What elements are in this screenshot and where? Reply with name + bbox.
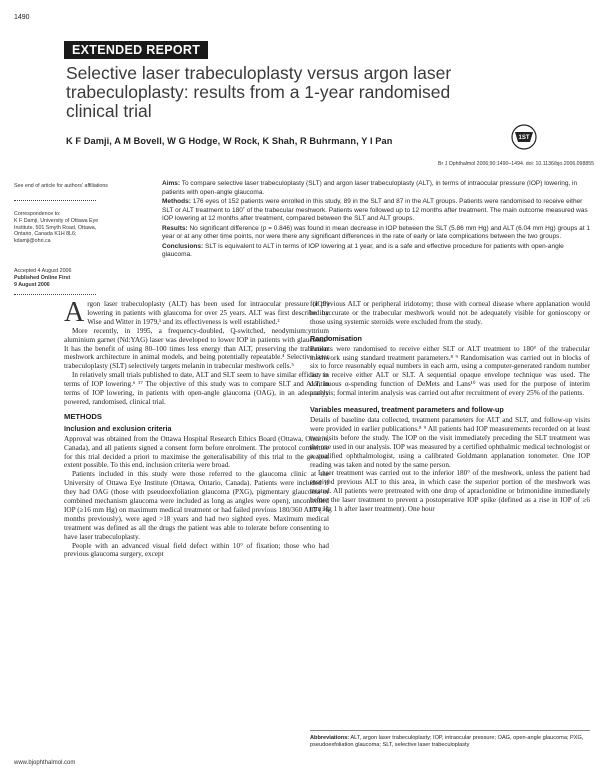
- section-banner: EXTENDED REPORT: [64, 41, 208, 59]
- svg-text:1ST: 1ST: [518, 135, 530, 141]
- variables-paragraph: Details of baseline data collected, treatment parameters for ALT and SLT, and follow-up visits were provided in earlier publications.⁸ ⁹ All patients had IOP measurements recorded on at least two visits before the study. The IOP on the visit immediately preceding the SLT treatment was the one used in our analysis. IOP was measured by a certified ophthalmic medical technologist or a qualified ophthalmologist, using a calibrated Goldmann applanation tonometer. One IOP reading was taken and noted by the same person.: [310, 415, 590, 469]
- variables-paragraph: Laser treatment was carried out to the inferior 180° of the meshwork, unless the patient had received previous ALT to this area, in which case the superior portion of the meshwork was treated. All patients were pretreated with one drop of apraclonidine or brimonidine immediately before the laser treatment to prevent a postoperative IOP spike (defined as a rise in IOP of ≥6 mm Hg 1 h after laser treatment). One hour: [310, 469, 590, 514]
- continued-paragraph: for previous ALT or peripheral iridotomy; those with corneal disease where applanation would be inaccurate or the trabecular meshwork would not be adequately visible for gonioscopy or those using systemic steroids were excluded from the study.: [310, 300, 590, 326]
- abstract-methods: 176 eyes of 152 patients were enrolled in this study, 89 in the SLT and 87 in the ALT groups. Patients were randomised to receive either SLT or ALT treatment to 180˚ of the trabecular meshwork. Patients were followed up to 12 months after treatment. The main outcome measured was IOP lowering at 12 months after treatment, compared between the SLT and ALT groups.: [162, 198, 588, 222]
- abbreviations-label: Abbreviations:: [310, 735, 350, 741]
- correspondence-address: K F Damji, University of Ottawa Eye Institute, 501 Smyth Road, Ottawa, Ontario, Canada K1H 8L6; kdamji@ohri.ca: [14, 218, 99, 245]
- body-left-column: [64, 297, 329, 559]
- sidebar-divider: [14, 294, 96, 295]
- methods-paragraph: Patients included in this study were those referred to the glaucoma clinic at the University of Ottawa Eye Institute (Ottawa, Ontario, Canada). Patients were included if they had OAG (those with pseudoexfoliation glaucoma (PXG), pigmentary glaucoma or combined mechanism glaucoma were included as long as angles were open), uncontrolled IOP (≥16 mm Hg) on maximum medical treatment or had failed previous 180/360 ALT (>6 months previously), were aged >18 years and had two sighted eyes. Maximum medical treatment was defined as all the drugs the patient was able to tolerate before consenting to have laser trabeculoplasty.: [64, 470, 329, 541]
- article-title: Selective laser trabeculoplasty versus argon laser trabeculoplasty: results from a 1-year randomised clinical trial: [66, 63, 452, 121]
- first-online-logo: [511, 124, 537, 150]
- accepted-date: Accepted 4 August 2006: [14, 268, 72, 274]
- abstract-results: No significant difference (p = 0.846) was found in mean decrease in IOP between the SLT (5.86 mm Hg) and ALT (6.04 mm Hg) groups at 1 year or at any other time points, nor were there any significant differences in the rate of early or late complications between the two groups.: [162, 224, 590, 240]
- abstract-methods-label: Methods:: [162, 198, 191, 205]
- footer-url[interactable]: www.bjophthalmol.com: [14, 760, 76, 766]
- intro-paragraph: rgon laser trabeculoplasty (ALT) has been used for intraocular pressure (IOP) lowering in patients with glaucoma for over 25 years. ALT was first described by Wise and Witter in 1979,¹ and its effectiveness is well established.²: [87, 300, 329, 326]
- published-online-label: Published Online First: [14, 275, 71, 281]
- randomisation-heading: Randomisation: [310, 333, 362, 343]
- methods-paragraph: People with an advanced visual field defect within 10° of fixation; those who had previous glaucoma surgery, except: [64, 541, 329, 559]
- abstract: [162, 180, 592, 261]
- correspondence-label: Correspondence to:: [14, 211, 61, 217]
- abstract-aims: To compare selective laser trabeculoplasty (SLT) and argon laser trabeculoplasty (ALT), in terms of intraocular pressure (IOP) lowering, in patients with open-angle glaucoma.: [162, 180, 578, 196]
- page-number: 1490: [14, 14, 30, 21]
- inclusion-heading: Inclusion and exclusion criteria: [64, 423, 172, 433]
- intro-paragraph: More recently, in 1995, a frequency-doubled, Q-switched, neodymium:yttrium aluminium garnet (Nd:YAG) laser was developed to lower IOP in patients with glaucoma.³ It has the benefit of using 80–100 times less energy than ALT, preserving the trabecular meshwork architecture in animal models, and being potentially repeatable.⁴ Selective laser trabeculoplasty (SLT) selectively targets melanin in trabecular meshwork cells.⁵: [64, 326, 329, 371]
- abstract-conclusions-label: Conclusions:: [162, 242, 204, 250]
- abbreviations-box: [310, 730, 590, 749]
- published-online-date: 9 August 2006: [14, 282, 50, 288]
- variables-heading: Variables measured, treatment parameters and follow-up: [310, 405, 504, 415]
- drop-cap: A: [64, 297, 85, 328]
- methods-heading: METHODS: [64, 411, 102, 421]
- methods-paragraph: Approval was obtained from the Ottawa Hospital Research Ethics Board (Ottawa, Ontario, Canada), and all patients signed a consent form before enrolment. The protocol committee for this trial decided a priori to maximise the generalisability of this trial to the greatest extent possible. To this end, inclusion criteria were broad.: [64, 434, 329, 470]
- affiliations-note: See end of article for authors' affiliations: [14, 183, 108, 189]
- journal-citation: Br J Ophthalmol 2006;90:1490–1494. doi: 10.1136/bjo.2006.098855: [438, 161, 594, 167]
- abstract-conclusions: SLT is equivalent to ALT in terms of IOP lowering at 1 year, and is a safe and effective procedure for patients with open-angle glaucoma.: [162, 242, 564, 258]
- intro-paragraph: In relatively small trials published to date, ALT and SLT seem to have similar efficacy in terms of IOP lowering.⁶ ¹⁷ The objective of this study was to compare SLT and ALT, in terms of IOP lowering, in patients with open-angle glaucoma (OAG), in an adequately powered, randomised, clinical trial.: [64, 371, 329, 406]
- abbreviations-text: ALT, argon laser trabeculoplasty; IOP, intraocular pressure; OAG, open-angle glaucoma; PXG, pseudoexfoliation glaucoma; SLT, selective laser trabeculoplasty: [310, 735, 584, 748]
- body-right-column: [310, 300, 590, 514]
- randomisation-paragraph: Patients were randomised to receive either SLT or ALT treatment to 180° of the trabecular meshwork using standard treatment parameters.⁸ ⁹ Randomisation was carried out in blocks of six to force reasonably equal numbers in each arm, using a computer-generated random number list to receive either ALT or SLT. A sequential opaque envelope technique was used. The continuous α-spending function of DeMets and Lans¹⁰ was used for the purpose of interim analysis; formal interim analysis was carried out after recruitment of every 25% of the patients.: [310, 344, 590, 398]
- sidebar-divider: [14, 200, 96, 201]
- abstract-results-label: Results:: [162, 224, 188, 232]
- abstract-aims-label: Aims:: [162, 180, 181, 187]
- author-list: K F Damji, A M Bovell, W G Hodge, W Rock, K Shah, R Buhrmann, Y I Pan: [66, 136, 393, 146]
